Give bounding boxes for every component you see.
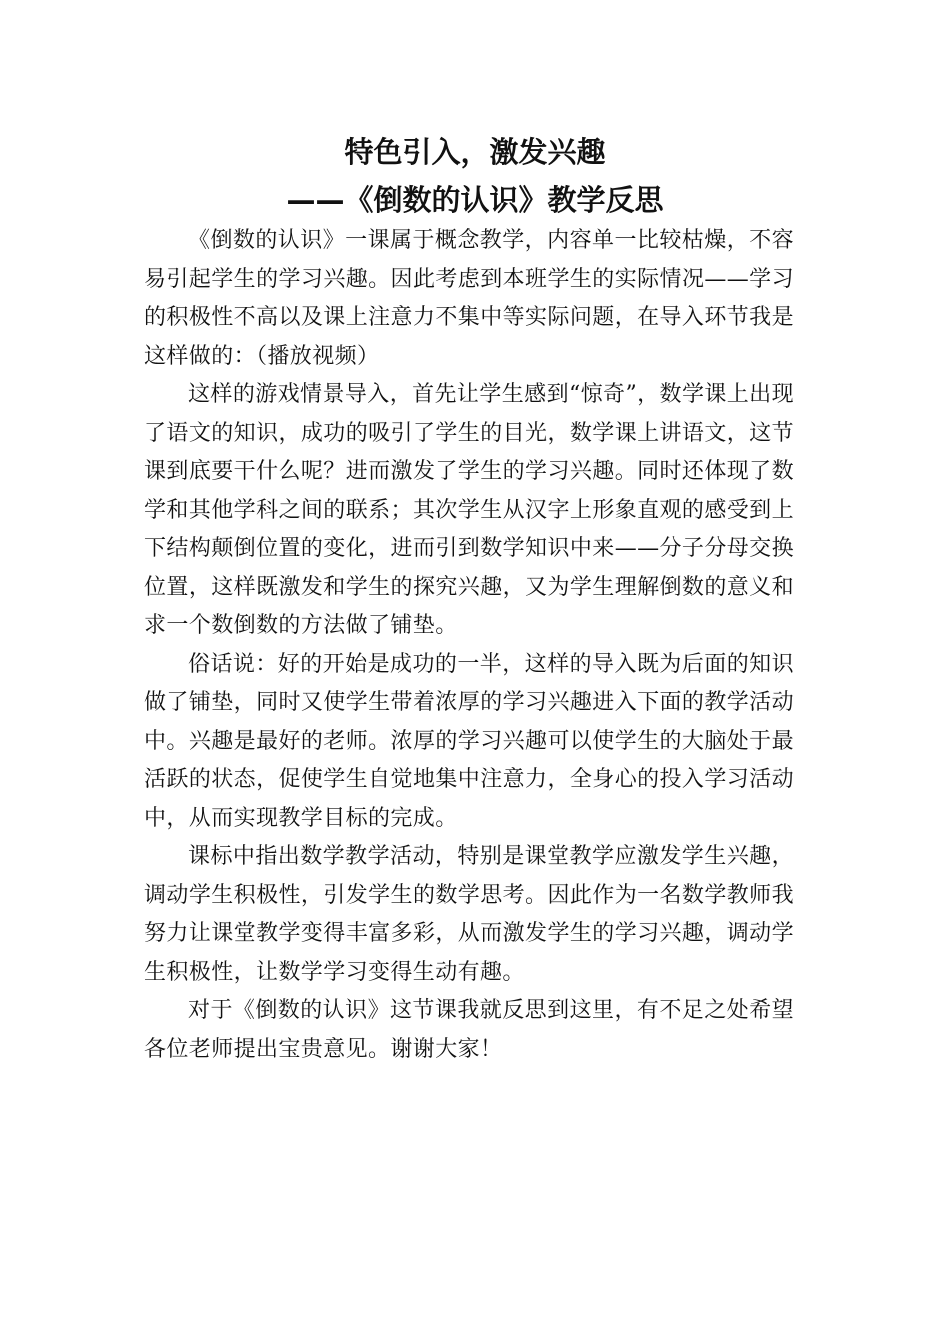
paragraph-3: 俗话说：好的开始是成功的一半，这样的导入既为后面的知识做了铺垫，同时又使学生带着浓厚的学习兴趣进入下面的教学活动中。兴趣是最好的老师。浓厚的学习兴趣可以使学生的大脑处于最活跃的状态，促使学生自觉地集中注意力，全身心的投入学习活动中，从而实现教学目标的完成。: [144, 651, 794, 831]
document-title: 特色引入，激发兴趣: [344, 135, 606, 169]
paragraph-2: 这样的游戏情景导入，首先让学生感到“惊奇”，数学课上出现了语文的知识，成功的吸引了学生的目光，数学课上讲语文，这节课到底要干什么呢？进而激发了学生的学习兴趣。同时还体现了数学和其他学科之间的联系；其次学生从汉字上形象直观的感受到上下结构颠倒位置的变化，进而引到数学知识中来——分子分母交换位置，这样既激发和学生的探究兴趣，又为学生理解倒数的意义和求一个数倒数的方法做了铺垫。: [144, 382, 794, 638]
document-subtitle: ——《倒数的认识》教学反思: [286, 183, 664, 217]
paragraph-1: 《倒数的认识》一课属于概念教学，内容单一比较枯燥，不容易引起学生的学习兴趣。因此考虑到本班学生的实际情况——学习的积极性不高以及课上注意力不集中等实际问题，在导入环节我是这样做的：（播放视频）: [144, 228, 794, 369]
paragraph-4: 课标中指出数学教学活动，特别是课堂教学应激发学生兴趣，调动学生积极性，引发学生的数学思考。因此作为一名数学教师我努力让课堂教学变得丰富多彩，从而激发学生的学习兴趣，调动学生积极性，让数学学习变得生动有趣。: [144, 844, 794, 985]
paragraph-5: 对于《倒数的认识》这节课我就反思到这里，有不足之处希望各位老师提出宝贵意见。谢谢大家！: [144, 998, 794, 1062]
document-body: [144, 222, 794, 1069]
